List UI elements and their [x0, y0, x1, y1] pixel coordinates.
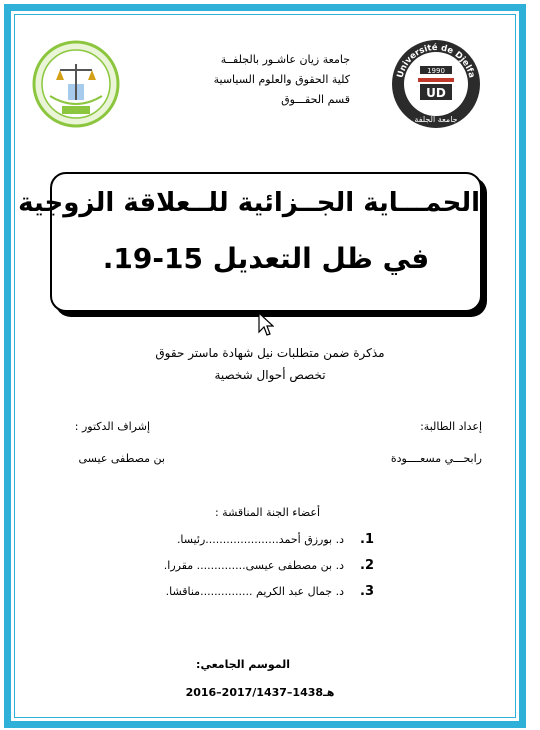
committee-member — [164, 558, 374, 573]
academic-season-label: الموسم الجامعي: — [196, 658, 290, 671]
seal-bottom-text: جامعة الجلفة — [414, 115, 458, 124]
specialization: تخصص أحوال شخصية — [214, 368, 326, 382]
thesis-title-box — [18, 172, 482, 312]
department-name: قسم الحقـــوق — [281, 93, 350, 106]
committee-member — [177, 532, 374, 547]
member-text: د. بن مصطفى عيسى.............. مقررا. — [163, 559, 344, 572]
seal-letters: UD — [426, 86, 446, 100]
university-name: جامعة زيان عاشـور بالجلفــة — [220, 53, 350, 66]
thesis-title-line2: في ظل التعديل 15-19. — [102, 242, 430, 275]
thesis-title-line1: الحمـــاية الجــزائية للــعلاقة الزوجية — [18, 188, 480, 218]
faculty-name: كلية الحقوق والعلوم السياسية — [213, 73, 350, 86]
prepared-by-label: إعداد الطالبة: — [420, 420, 482, 433]
supervisor-label: إشراف الدكتور : — [74, 420, 150, 433]
supervisor-name: بن مصطفى عيسى — [78, 452, 165, 465]
scales-of-justice-emblem-icon — [32, 40, 120, 128]
mouse-pointer-icon — [258, 312, 274, 338]
committee-member — [166, 584, 374, 599]
institution-header — [150, 50, 350, 110]
member-text: د. بورزق أحمد.....................رئيسا. — [176, 533, 344, 546]
member-number: 2. — [360, 558, 374, 573]
academic-season-years: 2016–2017/1437–1438هـ — [185, 686, 335, 699]
member-number: 3. — [360, 584, 374, 599]
member-number: 1. — [360, 532, 374, 547]
seal-year: 1990 — [427, 67, 445, 75]
committee-heading: أعضاء الجنة المناقشة : — [214, 506, 320, 519]
seal-text: Université de Djelfa — [395, 42, 477, 80]
universite-de-djelfa-seal-icon — [390, 38, 482, 130]
degree-statement: مذكرة ضمن متطلبات نيل شهادة ماستر حقوق — [155, 346, 385, 360]
member-text: د. جمال عبد الكريم ...............مناقشا. — [165, 585, 344, 598]
student-name: رابحـــي مسعــــودة — [390, 452, 482, 465]
